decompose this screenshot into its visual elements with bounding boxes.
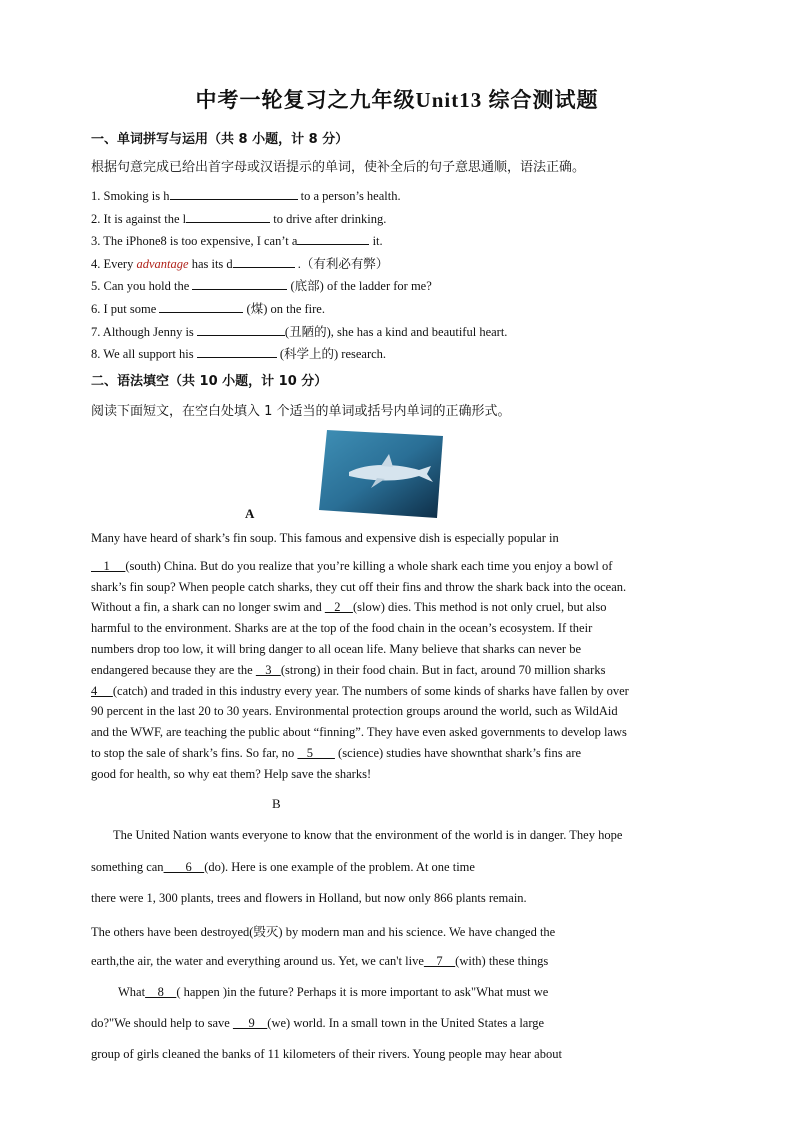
gap-blank[interactable]: 3 (255, 662, 281, 677)
answer-blank[interactable] (197, 322, 285, 336)
passage-line: The others have been destroyed(毁灭) by modern man and his science. We have changed the (91, 925, 556, 939)
passage-text: do?"We should help to save (91, 1016, 233, 1030)
passage-text: Without a fin, a shark can no longer swim and (91, 600, 325, 615)
question-text: 7. Although Jenny is (91, 324, 197, 339)
passage-line: good for health, so why eat them? Help save the sharks! (91, 766, 372, 781)
passage-line: 90 percent in the last 20 to 30 years. Environmental protection groups around the world, such as WildAid (91, 704, 618, 719)
passage-a-label: A (245, 506, 255, 521)
passage-text: something can (91, 860, 164, 874)
passage-text: earth,the air, the water and everything around us. Yet, we can't live (91, 954, 424, 968)
question-text: (底部) of the ladder for me? (287, 279, 432, 294)
passage-text: (with) these things (455, 954, 549, 968)
passage-line: harmful to the environment. Sharks are at the top of the food chain in the ocean’s ecosystem. If their (91, 621, 593, 636)
passage-line: there were 1, 300 plants, trees and flowers in Holland, but now only 866 plants remain. (91, 891, 527, 905)
gap-blank[interactable]: 1 (91, 558, 126, 573)
passage-b-label: B (272, 796, 281, 811)
passage-line (91, 556, 711, 577)
section2-heading: 二、语法填空（共 10 小题，计 10 分） (91, 374, 328, 389)
answer-blank[interactable] (170, 186, 298, 200)
passage-text: ( happen )in the future? Perhaps it is more important to ask"What must we (176, 985, 549, 999)
gap-blank[interactable]: 4 (91, 683, 113, 698)
question-text: 1. Smoking is h (91, 189, 170, 203)
page-title: 中考一轮复习之九年级Unit13 综合测试题 (195, 88, 599, 112)
answer-blank[interactable] (159, 299, 243, 313)
passage-line (91, 954, 548, 969)
answer-blank[interactable] (197, 344, 277, 358)
question-text: to a person’s health. (297, 189, 401, 203)
passage-text: (we) world. In a small town in the United States a large (267, 1016, 545, 1030)
passage-line: numbers drop too low, it will bring danger to all ocean life. Many believe that sharks can never be (91, 641, 582, 656)
highlighted-word: advantage (136, 256, 189, 271)
passage-text: (strong) in their food chain. But in fact, around 70 million sharks (280, 662, 606, 677)
gap-blank[interactable]: 6 (163, 860, 205, 874)
question-text: it. (369, 234, 383, 249)
question-item (91, 254, 388, 272)
gap-blank[interactable]: 7 (423, 954, 456, 968)
passage-text: endangered because they are the (91, 662, 256, 677)
question-text: 6. I put some (91, 302, 160, 316)
question-item (91, 186, 401, 204)
passage-line (91, 860, 475, 875)
section1-instruction: 根据句意完成已给出首字母或汉语提示的单词，使补全后的句子意思通顺，语法正确。 (91, 160, 586, 175)
question-item (91, 209, 386, 227)
question-text: (丑陋的), she has a kind and beautiful heart. (284, 324, 508, 339)
shark-photo (319, 430, 443, 518)
question-text: .（有利必有弊） (294, 256, 389, 271)
passage-line: Many have heard of shark’s fin soup. This famous and expensive dish is especially popular in (91, 531, 559, 545)
passage-line: shark’s fin soup? When people catch sharks, they cut off their fins and throw the shark back into the ocean. (91, 579, 627, 594)
gap-blank[interactable]: 9 (232, 1016, 268, 1030)
passage-a (91, 528, 711, 785)
section1-heading: 一、单词拼写与运用（共 8 小题，计 8 分） (91, 132, 349, 147)
passage-line (91, 660, 711, 681)
passage-line (118, 985, 548, 1000)
question-item (91, 344, 386, 362)
question-text: has its d (188, 256, 233, 271)
question-item (91, 231, 383, 249)
answer-blank[interactable] (297, 231, 369, 245)
passage-text: What (118, 985, 146, 999)
question-text: (煤) on the fire. (243, 302, 325, 316)
question-text: 4. Every (91, 256, 137, 271)
passage-text: (slow) dies. This method is not only cruel, but also (352, 600, 607, 615)
passage-text: (science) studies have shownthat shark’s fins are (334, 745, 582, 760)
question-text: (科学上的) research. (276, 347, 387, 362)
passage-line: The United Nation wants everyone to know that the environment of the world is in danger. They hope (113, 828, 623, 842)
answer-blank[interactable] (186, 209, 270, 223)
passage-text: (do). Here is one example of the problem. At one time (204, 860, 475, 874)
passage-line (91, 681, 711, 702)
answer-blank[interactable] (233, 254, 295, 268)
passage-line (91, 597, 711, 618)
passage-text: (catch) and traded in this industry every year. The numbers of some kinds of sharks have fallen by over (112, 683, 629, 698)
section2-instruction: 阅读下面短文，在空白处填入 1 个适当的单词或括号内单词的正确形式。 (91, 404, 511, 419)
question-text: 5. Can you hold the (91, 279, 193, 294)
question-text: 3. The iPhone8 is too expensive, I can’t a (91, 234, 298, 249)
question-text: 8. We all support his (91, 347, 197, 362)
question-text: to drive after drinking. (270, 211, 387, 226)
passage-line: group of girls cleaned the banks of 11 kilometers of their rivers. Young people may hear about (91, 1047, 562, 1061)
gap-blank[interactable]: 5 (297, 745, 335, 760)
gap-blank[interactable]: 2 (324, 600, 353, 615)
passage-line (91, 1016, 544, 1031)
passage-text: (south) China. But do you realize that you’re killing a whole shark each time you enjoy a bowl of (125, 558, 613, 573)
answer-blank[interactable] (192, 276, 287, 290)
question-item (91, 299, 325, 317)
passage-line: and the WWF, are teaching the public about “finning”. They have even asked governments to develop laws (91, 725, 627, 740)
passage-line (91, 743, 711, 764)
passage-text: to stop the sale of shark’s fins. So far, no (91, 745, 298, 760)
question-text: 2. It is against the l (91, 211, 187, 226)
question-item (91, 322, 507, 340)
gap-blank[interactable]: 8 (145, 985, 177, 999)
question-item (91, 276, 432, 294)
